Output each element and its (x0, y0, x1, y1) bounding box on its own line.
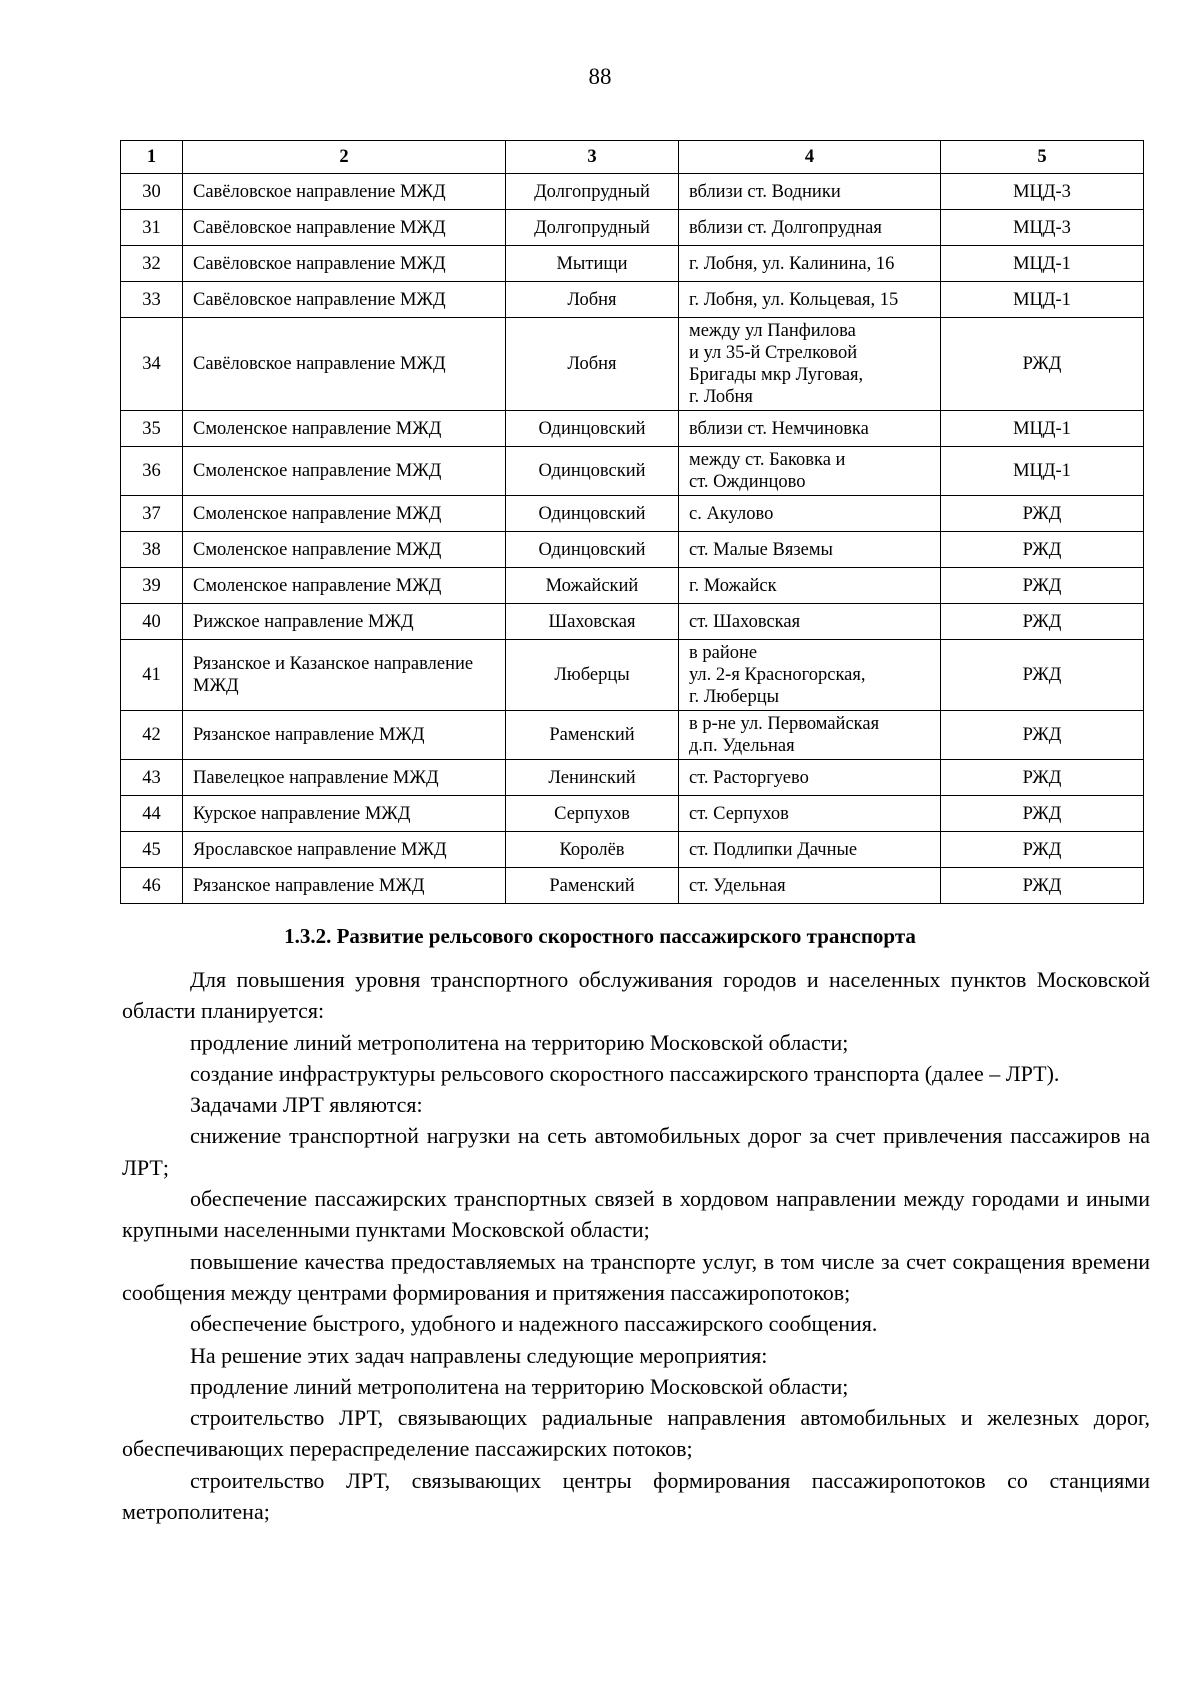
table-row (121, 832, 1144, 868)
column-header-3: 3 (506, 141, 679, 174)
body-paragraph: Для повышения уровня транспортного обслуживания городов и населенных пунктов Московской области планируется: (122, 967, 1150, 1024)
row-number: 35 (121, 411, 183, 447)
railway-direction: Савёловское направление МЖД (183, 318, 506, 411)
table-row (121, 246, 1144, 282)
row-number: 33 (121, 282, 183, 318)
row-number: 38 (121, 532, 183, 568)
table-row (121, 868, 1144, 904)
operator-name: РЖД (941, 604, 1144, 640)
column-header-1: 1 (121, 141, 183, 174)
municipal-district: Серпухов (506, 796, 679, 832)
municipal-district: Одинцовский (506, 411, 679, 447)
railway-direction: Савёловское направление МЖД (183, 210, 506, 246)
station-location: г. Лобня, ул. Кольцевая, 15 (679, 282, 941, 318)
body-paragraph: строительство ЛРТ, связывающих центры формирования пассажиропотоков со станциями метрополитена; (122, 1467, 1150, 1525)
body-paragraph: обеспечение быстрого, удобного и надежного пассажирского сообщения. (190, 1311, 878, 1337)
municipal-district: Лобня (506, 318, 679, 411)
row-number: 42 (121, 711, 183, 760)
railway-direction: Смоленское направление МЖД (183, 411, 506, 447)
operator-name: МЦД-3 (941, 210, 1144, 246)
operator-name: РЖД (941, 868, 1144, 904)
body-paragraph: продление линий метрополитена на территорию Московской области; (190, 1029, 849, 1055)
railway-direction: Рязанское направление МЖД (183, 868, 506, 904)
municipal-district: Долгопрудный (506, 210, 679, 246)
table-row (121, 318, 1144, 411)
body-paragraph: создание инфраструктуры рельсового скоростного пассажирского транспорта (далее – ЛРТ). (190, 1060, 1060, 1086)
body-paragraph: обеспечение пассажирских транспортных связей в хордовом направлении между городами и иными крупными населенными пунктами Московской области; (122, 1186, 1150, 1243)
municipal-district: Одинцовский (506, 447, 679, 496)
station-location: с. Акулово (679, 496, 941, 532)
operator-name: МЦД-1 (941, 282, 1144, 318)
municipal-district: Мытищи (506, 246, 679, 282)
station-location: вблизи ст. Водники (679, 174, 941, 210)
operator-name: РЖД (941, 496, 1144, 532)
column-header-2: 2 (183, 141, 506, 174)
municipal-district: Королёв (506, 832, 679, 868)
station-location: в р-не ул. Первомайская д.п. Удельная (679, 711, 941, 760)
row-number: 40 (121, 604, 183, 640)
station-location: ст. Расторгуево (679, 760, 941, 796)
operator-name: РЖД (941, 318, 1144, 411)
operator-name: РЖД (941, 640, 1144, 711)
station-location: ст. Серпухов (679, 796, 941, 832)
body-paragraph: Задачами ЛРТ являются: (190, 1092, 423, 1118)
railway-direction: Смоленское направление МЖД (183, 532, 506, 568)
row-number: 34 (121, 318, 183, 411)
railway-direction: Курское направление МЖД (183, 796, 506, 832)
operator-name: РЖД (941, 796, 1144, 832)
operator-name: РЖД (941, 568, 1144, 604)
body-paragraph: снижение транспортной нагрузки на сеть автомобильных дорог за счет привлечения пассажиров на ЛРТ; (122, 1123, 1150, 1180)
stations-table (120, 140, 1144, 904)
page-number: 88 (588, 64, 612, 89)
railway-direction: Рязанское направление МЖД (183, 711, 506, 760)
station-location: вблизи ст. Немчиновка (679, 411, 941, 447)
column-header-4: 4 (679, 141, 941, 174)
municipal-district: Шаховская (506, 604, 679, 640)
table-row (121, 174, 1144, 210)
table-row (121, 532, 1144, 568)
table-body (121, 174, 1144, 904)
station-location: ст. Подлипки Дачные (679, 832, 941, 868)
operator-name: РЖД (941, 760, 1144, 796)
row-number: 36 (121, 447, 183, 496)
municipal-district: Одинцовский (506, 496, 679, 532)
railway-direction: Смоленское направление МЖД (183, 447, 506, 496)
row-number: 43 (121, 760, 183, 796)
row-number: 45 (121, 832, 183, 868)
body-paragraph: На решение этих задач направлены следующие мероприятия: (190, 1342, 768, 1368)
table-row (121, 796, 1144, 832)
station-location: между ст. Баковка и ст. Ождинцово (679, 447, 941, 496)
railway-direction: Савёловское направление МЖД (183, 282, 506, 318)
row-number: 39 (121, 568, 183, 604)
table-row (121, 496, 1144, 532)
station-location: ст. Удельная (679, 868, 941, 904)
table-header-row (121, 141, 1144, 174)
row-number: 31 (121, 210, 183, 246)
table-row (121, 711, 1144, 760)
row-number: 41 (121, 640, 183, 711)
row-number: 44 (121, 796, 183, 832)
station-location: г. Можайск (679, 568, 941, 604)
table-row (121, 604, 1144, 640)
operator-name: РЖД (941, 711, 1144, 760)
operator-name: МЦД-1 (941, 411, 1144, 447)
operator-name: МЦД-1 (941, 447, 1144, 496)
body-paragraph: продление линий метрополитена на территорию Московской области; (190, 1373, 849, 1399)
railway-direction: Савёловское направление МЖД (183, 174, 506, 210)
station-location: г. Лобня, ул. Калинина, 16 (679, 246, 941, 282)
municipal-district: Можайский (506, 568, 679, 604)
municipal-district: Лобня (506, 282, 679, 318)
row-number: 37 (121, 496, 183, 532)
body-paragraph: строительство ЛРТ, связывающих радиальные направления автомобильных и железных дорог, обеспечивающих перераспределение пассажирских потоков; (122, 1405, 1150, 1462)
railway-direction: Ярославское направление МЖД (183, 832, 506, 868)
station-location: в районе ул. 2-я Красногорская, г. Люберцы (679, 640, 941, 711)
table-row (121, 447, 1144, 496)
table-row (121, 282, 1144, 318)
municipal-district: Люберцы (506, 640, 679, 711)
table-row (121, 411, 1144, 447)
railway-direction: Рязанское и Казанское направление МЖД (183, 640, 506, 711)
station-location: ст. Малые Вяземы (679, 532, 941, 568)
column-header-5: 5 (941, 141, 1144, 174)
station-location: между ул Панфилова и ул 35-й Стрелковой Бригады мкр Луговая, г. Лобня (679, 318, 941, 411)
body-text (122, 964, 1150, 1527)
railway-direction: Смоленское направление МЖД (183, 496, 506, 532)
municipal-district: Раменский (506, 711, 679, 760)
municipal-district: Раменский (506, 868, 679, 904)
row-number: 30 (121, 174, 183, 210)
section-title: 1.3.2. Развитие рельсового скоростного пассажирского транспорта (284, 924, 916, 948)
station-location: ст. Шаховская (679, 604, 941, 640)
operator-name: РЖД (941, 832, 1144, 868)
operator-name: МЦД-3 (941, 174, 1144, 210)
railway-direction: Рижское направление МЖД (183, 604, 506, 640)
body-paragraph: повышение качества предоставляемых на транспорте услуг, в том числе за счет сокращения времени сообщения между центрами формирования и притяжения пассажиропотоков; (122, 1248, 1150, 1305)
operator-name: РЖД (941, 532, 1144, 568)
table-row (121, 640, 1144, 711)
municipal-district: Ленинский (506, 760, 679, 796)
railway-direction: Смоленское направление МЖД (183, 568, 506, 604)
municipal-district: Одинцовский (506, 532, 679, 568)
station-location: вблизи ст. Долгопрудная (679, 210, 941, 246)
railway-direction: Савёловское направление МЖД (183, 246, 506, 282)
operator-name: МЦД-1 (941, 246, 1144, 282)
railway-direction: Павелецкое направление МЖД (183, 760, 506, 796)
table-row (121, 568, 1144, 604)
table-row (121, 210, 1144, 246)
row-number: 46 (121, 868, 183, 904)
municipal-district: Долгопрудный (506, 174, 679, 210)
row-number: 32 (121, 246, 183, 282)
table-row (121, 760, 1144, 796)
